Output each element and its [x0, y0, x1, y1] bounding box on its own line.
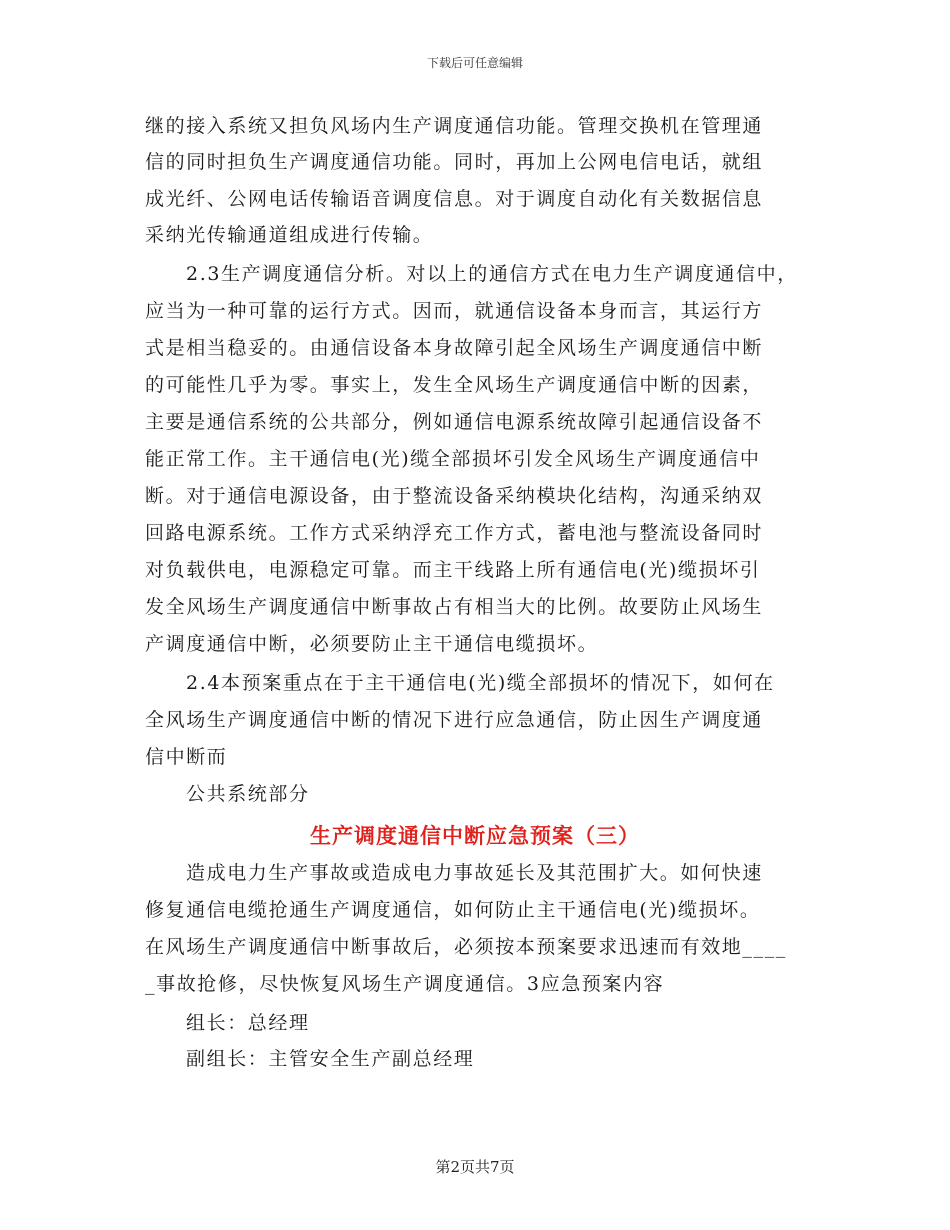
- paragraph-line: 成光纤、公网电话传输语音调度信息。对于调度自动化有关数据信息: [145, 188, 764, 210]
- paragraph-line: 2.3生产调度通信分析。对以上的通信方式在电力生产调度通信中，: [186, 263, 798, 285]
- paragraph-line: _事故抢修，尽快恢复风场生产调度通信。3应急预案内容: [145, 973, 665, 995]
- page-header: 下载后可任意编辑: [426, 56, 523, 70]
- paragraph-line: 发全风场生产调度通信中断事故占有相当大的比例。故要防止风场生: [145, 596, 764, 618]
- paragraph-line: 修复通信电缆抢通生产调度通信，如何防止主干通信电(光)缆损坏。: [145, 899, 761, 921]
- paragraph-line: 的可能性几乎为零。事实上，发生全风场生产调度通信中断的因素，: [145, 374, 764, 396]
- paragraph-line: 应当为一种可靠的运行方式。因而，就通信设备本身而言，其运行方: [145, 300, 764, 322]
- paragraph-line: 造成电力生产事故或造成电力事故延长及其范围扩大。如何快速: [186, 862, 763, 884]
- paragraph-line: 全风场生产调度通信中断的情况下进行应急通信，防止因生产调度通: [145, 709, 764, 731]
- paragraph-line: 信的同时担负生产调度通信功能。同时，再加上公网电信电话，就组: [145, 151, 764, 173]
- paragraph-line: 公共系统部分: [186, 783, 310, 805]
- paragraph-line: 能正常工作。主干通信电(光)缆全部损坏引发全风场生产调度通信中: [145, 448, 761, 470]
- paragraph-line: 在风场生产调度通信中断事故后，必须按本预案要求迅速而有效地____: [145, 936, 787, 958]
- paragraph-line: 组长：总经理: [186, 1012, 310, 1034]
- paragraph-line: 对负载供电，电源稳定可靠。而主干线路上所有通信电(光)缆损坏引: [145, 559, 761, 581]
- paragraph-line: 信中断而: [145, 746, 228, 768]
- paragraph-line: 采纳光传输通道组成进行传输。: [145, 224, 434, 246]
- section-title: 生产调度通信中断应急预案（三）: [310, 824, 640, 848]
- paragraph-line: 2.4本预案重点在于主干通信电(光)缆全部损坏的情况下，如何在: [186, 672, 775, 694]
- paragraph-line: 回路电源系统。工作方式采纳浮充工作方式，蓄电池与整流设备同时: [145, 522, 764, 544]
- paragraph-line: 式是相当稳妥的。由通信设备本身故障引起全风场生产调度通信中断: [145, 337, 764, 359]
- page-number: 第2页共7页: [435, 1158, 515, 1176]
- paragraph-line: 产调度通信中断，必须要防止主干通信电缆损坏。: [145, 633, 599, 655]
- paragraph-line: 继的接入系统又担负风场内生产调度通信功能。管理交换机在管理通: [145, 115, 764, 137]
- paragraph-line: 断。对于通信电源设备，由于整流设备采纳模块化结构，沟通采纳双: [145, 485, 764, 507]
- paragraph-line: 主要是通信系统的公共部分，例如通信电源系统故障引起通信设备不: [145, 411, 764, 433]
- paragraph-line: 副组长：主管安全生产副总经理: [186, 1048, 475, 1070]
